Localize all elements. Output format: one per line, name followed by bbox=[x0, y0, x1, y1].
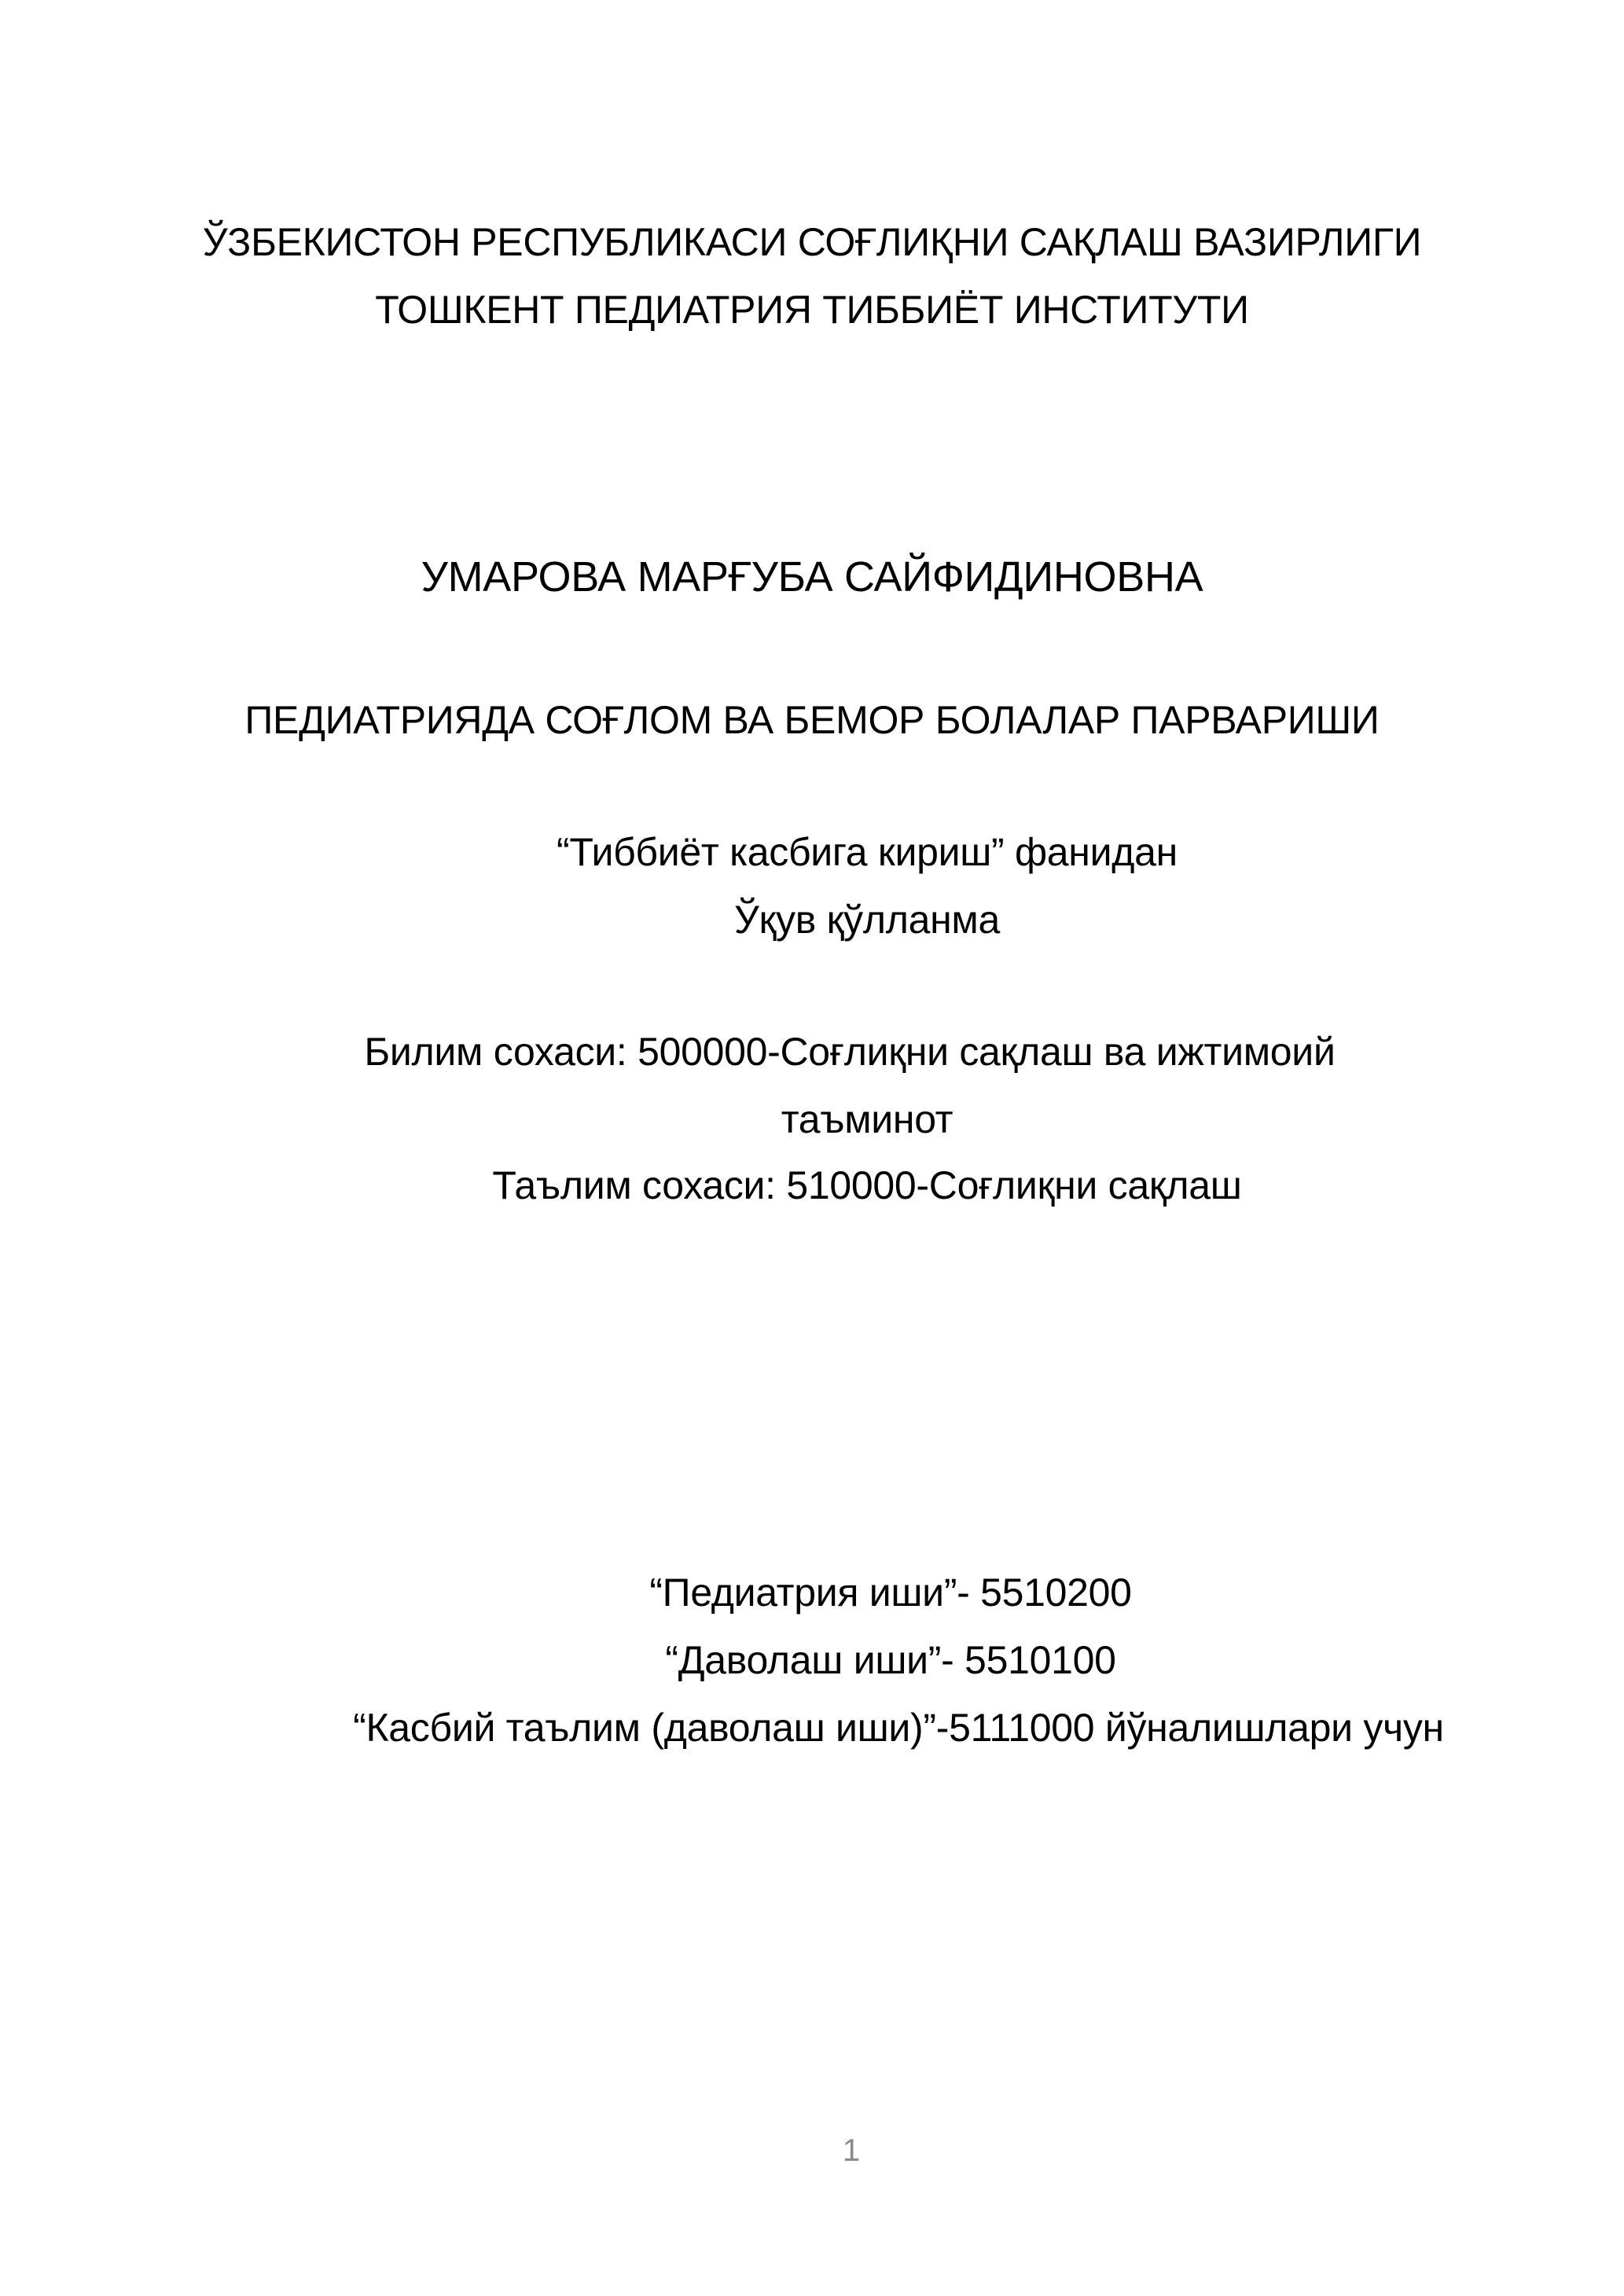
discipline-line: “Тиббиёт касбига кириш” фанидан bbox=[557, 830, 1178, 874]
ministry-heading: ЎЗБЕКИСТОН РЕСПУБЛИКАСИ СОҒЛИҚНИ САҚЛАШ ВАЗИРЛИГИ bbox=[202, 220, 1422, 264]
institute-heading: ТОШКЕНТ ПЕДИАТРИЯ ТИББИЁТ ИНСТИТУТИ bbox=[375, 288, 1249, 332]
document-title: ПЕДИАТРИЯДА СОҒЛОМ ВА БЕМОР БОЛАЛАР ПАРВАРИШИ bbox=[244, 698, 1380, 742]
page-number: 1 bbox=[842, 2133, 861, 2168]
direction-pediatrics: “Педиатрия иши”- 5510200 bbox=[649, 1570, 1132, 1615]
document-type: Ўқув қўлланма bbox=[733, 898, 1001, 942]
education-area: Таълим сохаси: 510000-Соғлиқни сақлаш bbox=[492, 1163, 1242, 1207]
direction-professional-education: “Касбий таълим (даволаш иши)”-5111000 йўналишлари учун bbox=[353, 1706, 1444, 1750]
knowledge-area-line2: таъминот bbox=[781, 1097, 953, 1141]
knowledge-area-line1: Билим сохаси: 500000-Соғлиқни сақлаш ва ижтимоий bbox=[364, 1030, 1336, 1074]
author-name: УМАРОВА МАРҒУБА САЙФИДИНОВНА bbox=[421, 553, 1203, 601]
direction-treatment: “Даволаш иши”- 5510100 bbox=[665, 1638, 1116, 1682]
